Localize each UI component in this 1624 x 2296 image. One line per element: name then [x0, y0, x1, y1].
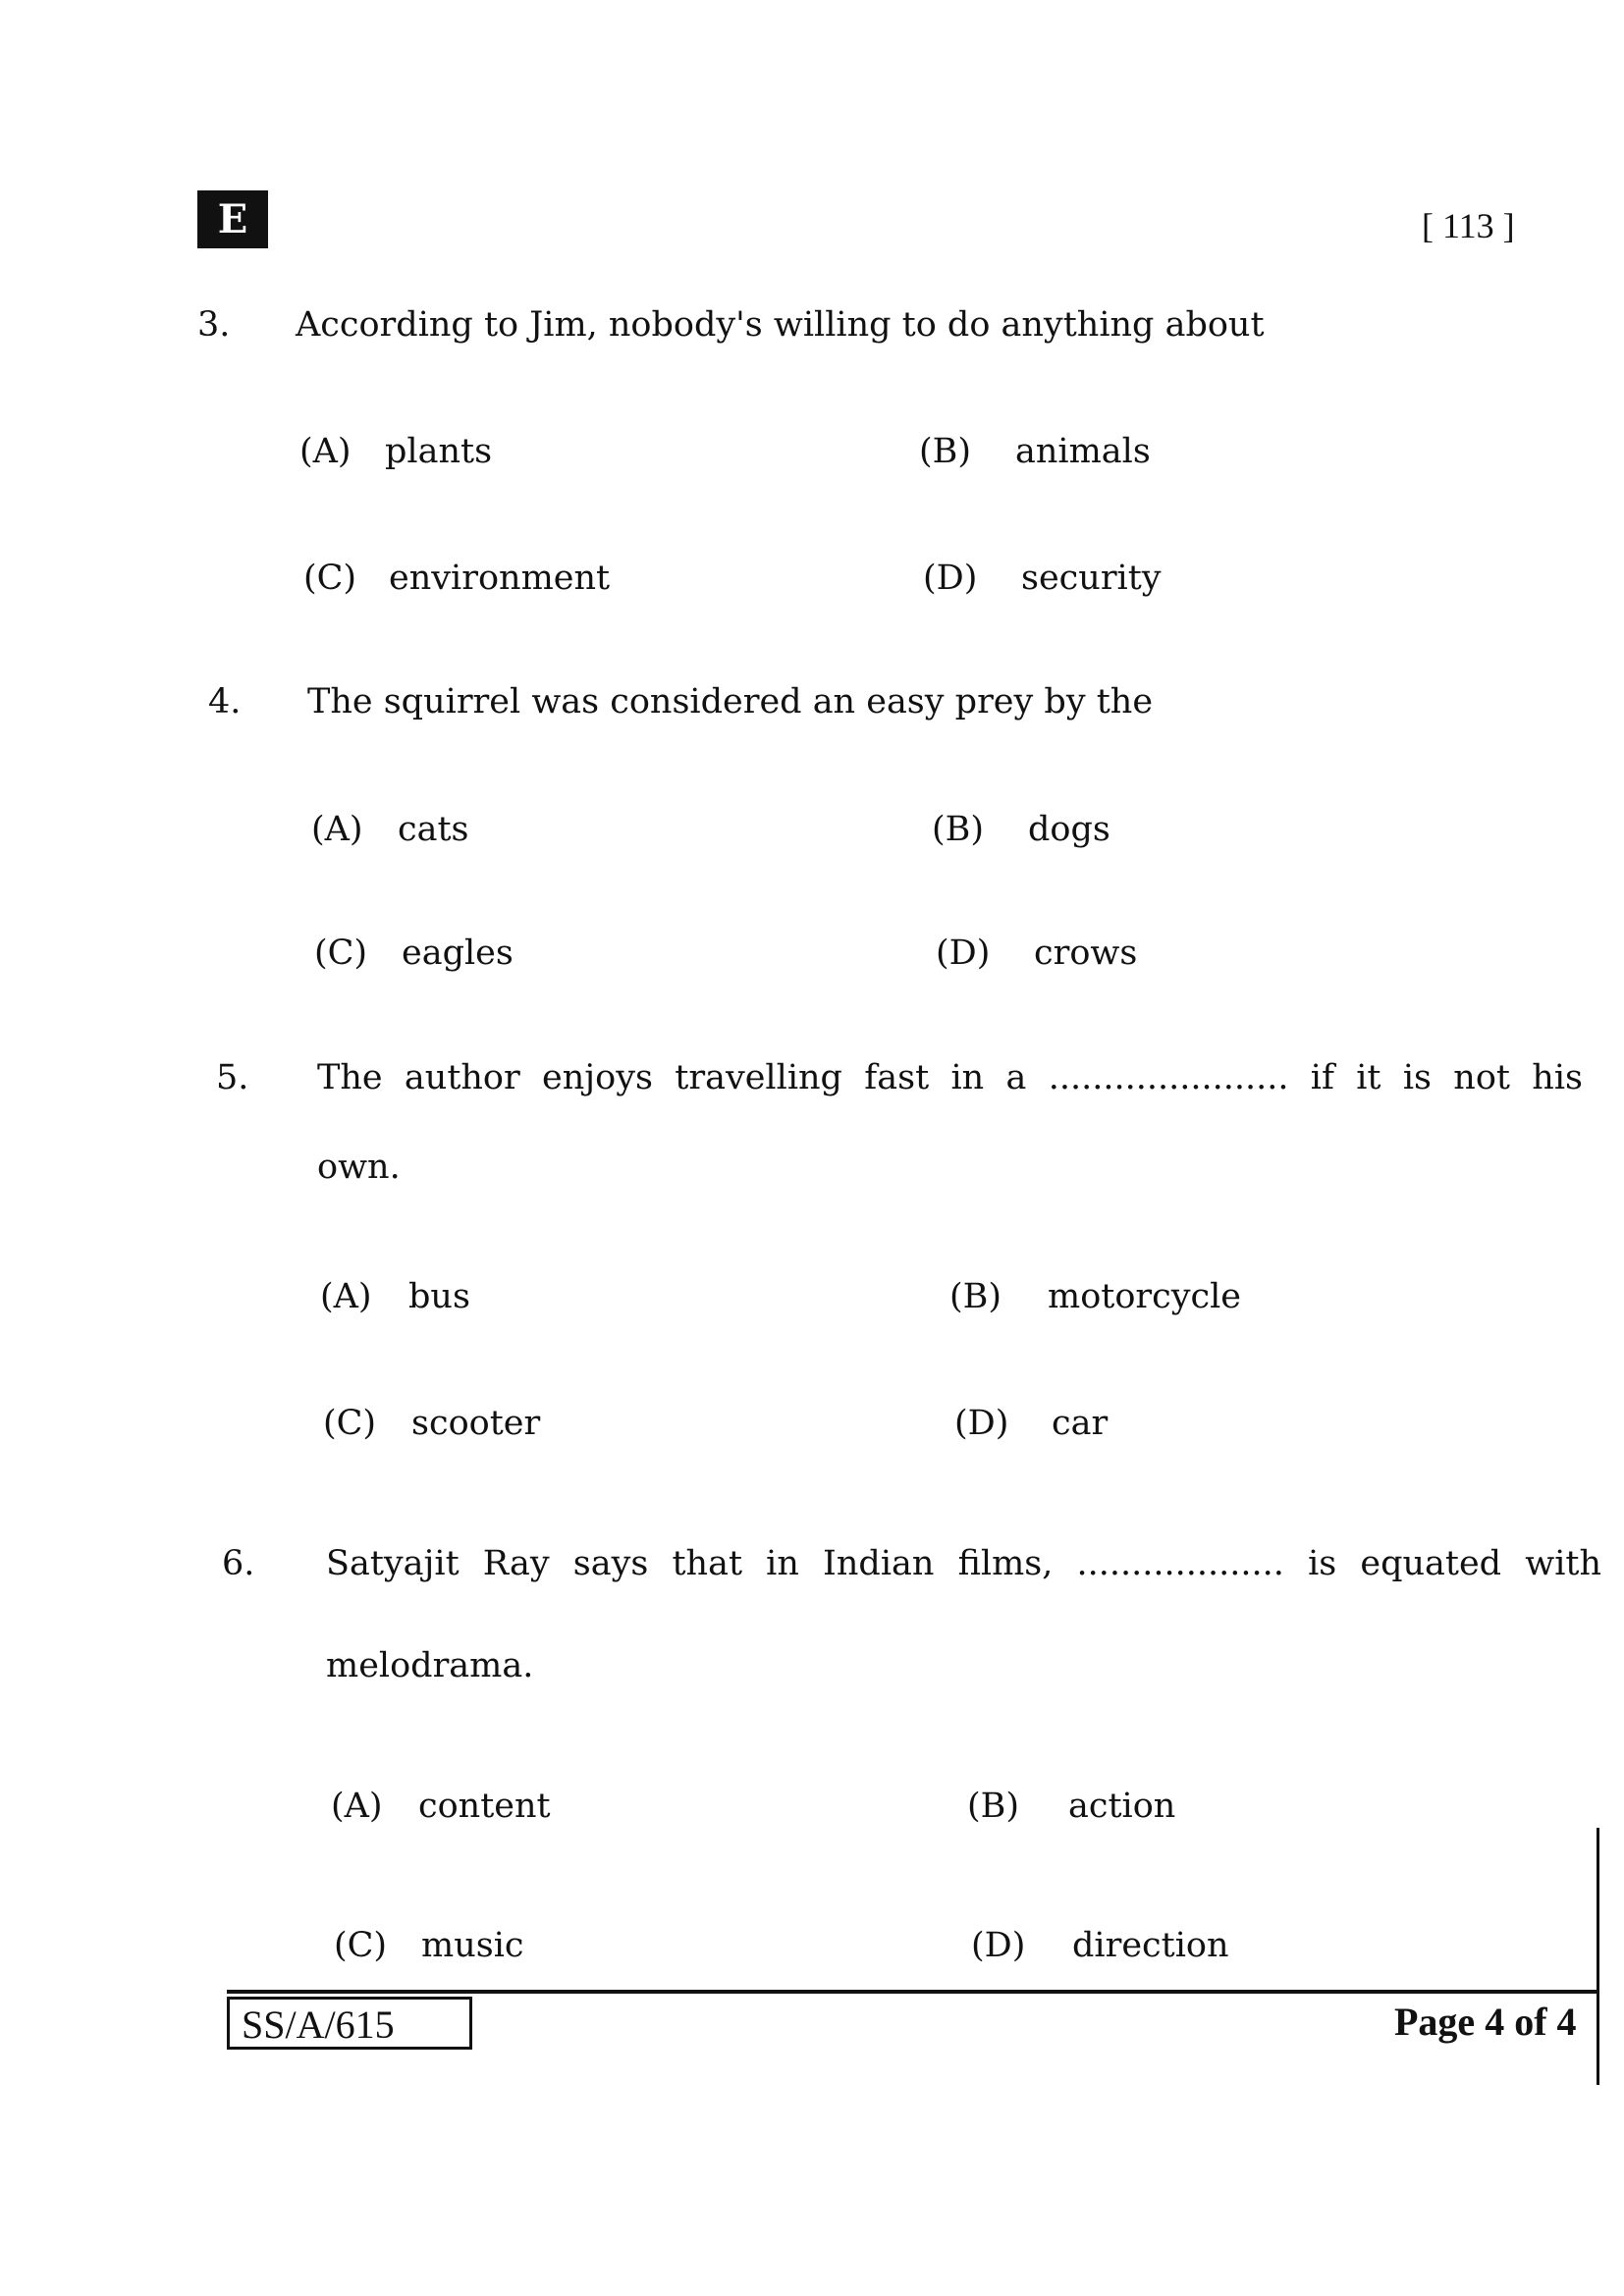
q3-option-b-label: (B): [919, 432, 972, 471]
q3-option-d: security: [1021, 559, 1162, 598]
q6-option-d-label: (D): [971, 1926, 1026, 1965]
footer-rule: [227, 1990, 1597, 1994]
q4-option-b: dogs: [1028, 810, 1110, 849]
q6-option-a: content: [418, 1787, 551, 1826]
q4-option-a-label: (A): [311, 810, 363, 849]
q5-option-a: bus: [408, 1277, 470, 1316]
q5-option-d-label: (D): [954, 1404, 1009, 1443]
page-code: [ 113 ]: [1422, 206, 1515, 245]
q5-option-b: motorcycle: [1048, 1277, 1242, 1316]
q6-option-a-label: (A): [331, 1787, 383, 1826]
question-4-number: 4.: [208, 682, 242, 721]
q5-option-a-label: (A): [320, 1277, 372, 1316]
q3-option-a: plants: [385, 432, 493, 471]
question-3-number: 3.: [197, 305, 231, 345]
right-margin-rule: [1597, 1828, 1599, 2085]
paper-code-box: SS/A/615: [227, 1997, 472, 2050]
q6-option-c: music: [421, 1926, 524, 1965]
q4-option-a: cats: [398, 810, 469, 849]
q5-option-c: scooter: [411, 1404, 541, 1443]
q4-option-d: crows: [1034, 934, 1138, 973]
question-6-text-cont: melodrama.: [326, 1646, 534, 1685]
q4-option-c-label: (C): [314, 934, 368, 973]
set-badge: E: [197, 190, 268, 248]
q5-option-d: car: [1052, 1404, 1109, 1443]
page-number: Page 4 of 4: [1394, 2000, 1577, 2044]
q6-option-d: direction: [1072, 1926, 1229, 1965]
q3-option-d-label: (D): [923, 559, 978, 598]
q5-option-b-label: (B): [949, 1277, 1002, 1316]
q3-option-c-label: (C): [303, 559, 357, 598]
question-4-text: The squirrel was considered an easy prey by the: [307, 682, 1154, 721]
question-5-text: The author enjoys travelling fast in a ...................... if it is not his: [317, 1058, 1583, 1097]
q3-option-b: animals: [1015, 432, 1151, 471]
q5-option-c-label: (C): [323, 1404, 377, 1443]
q6-option-b-label: (B): [967, 1787, 1020, 1826]
q4-option-d-label: (D): [936, 934, 991, 973]
q3-option-c: environment: [389, 559, 611, 598]
q4-option-b-label: (B): [932, 810, 985, 849]
question-6-number: 6.: [222, 1544, 255, 1583]
q6-option-b: action: [1068, 1787, 1176, 1826]
q4-option-c: eagles: [402, 934, 514, 973]
q3-option-a-label: (A): [299, 432, 352, 471]
question-6-text: Satyajit Ray says that in Indian films, ................... is equated with: [326, 1544, 1601, 1583]
question-3-text: According to Jim, nobody's willing to do anything about: [296, 305, 1265, 345]
question-5-number: 5.: [216, 1058, 249, 1097]
question-5-text-cont: own.: [317, 1148, 401, 1187]
q6-option-c-label: (C): [334, 1926, 388, 1965]
